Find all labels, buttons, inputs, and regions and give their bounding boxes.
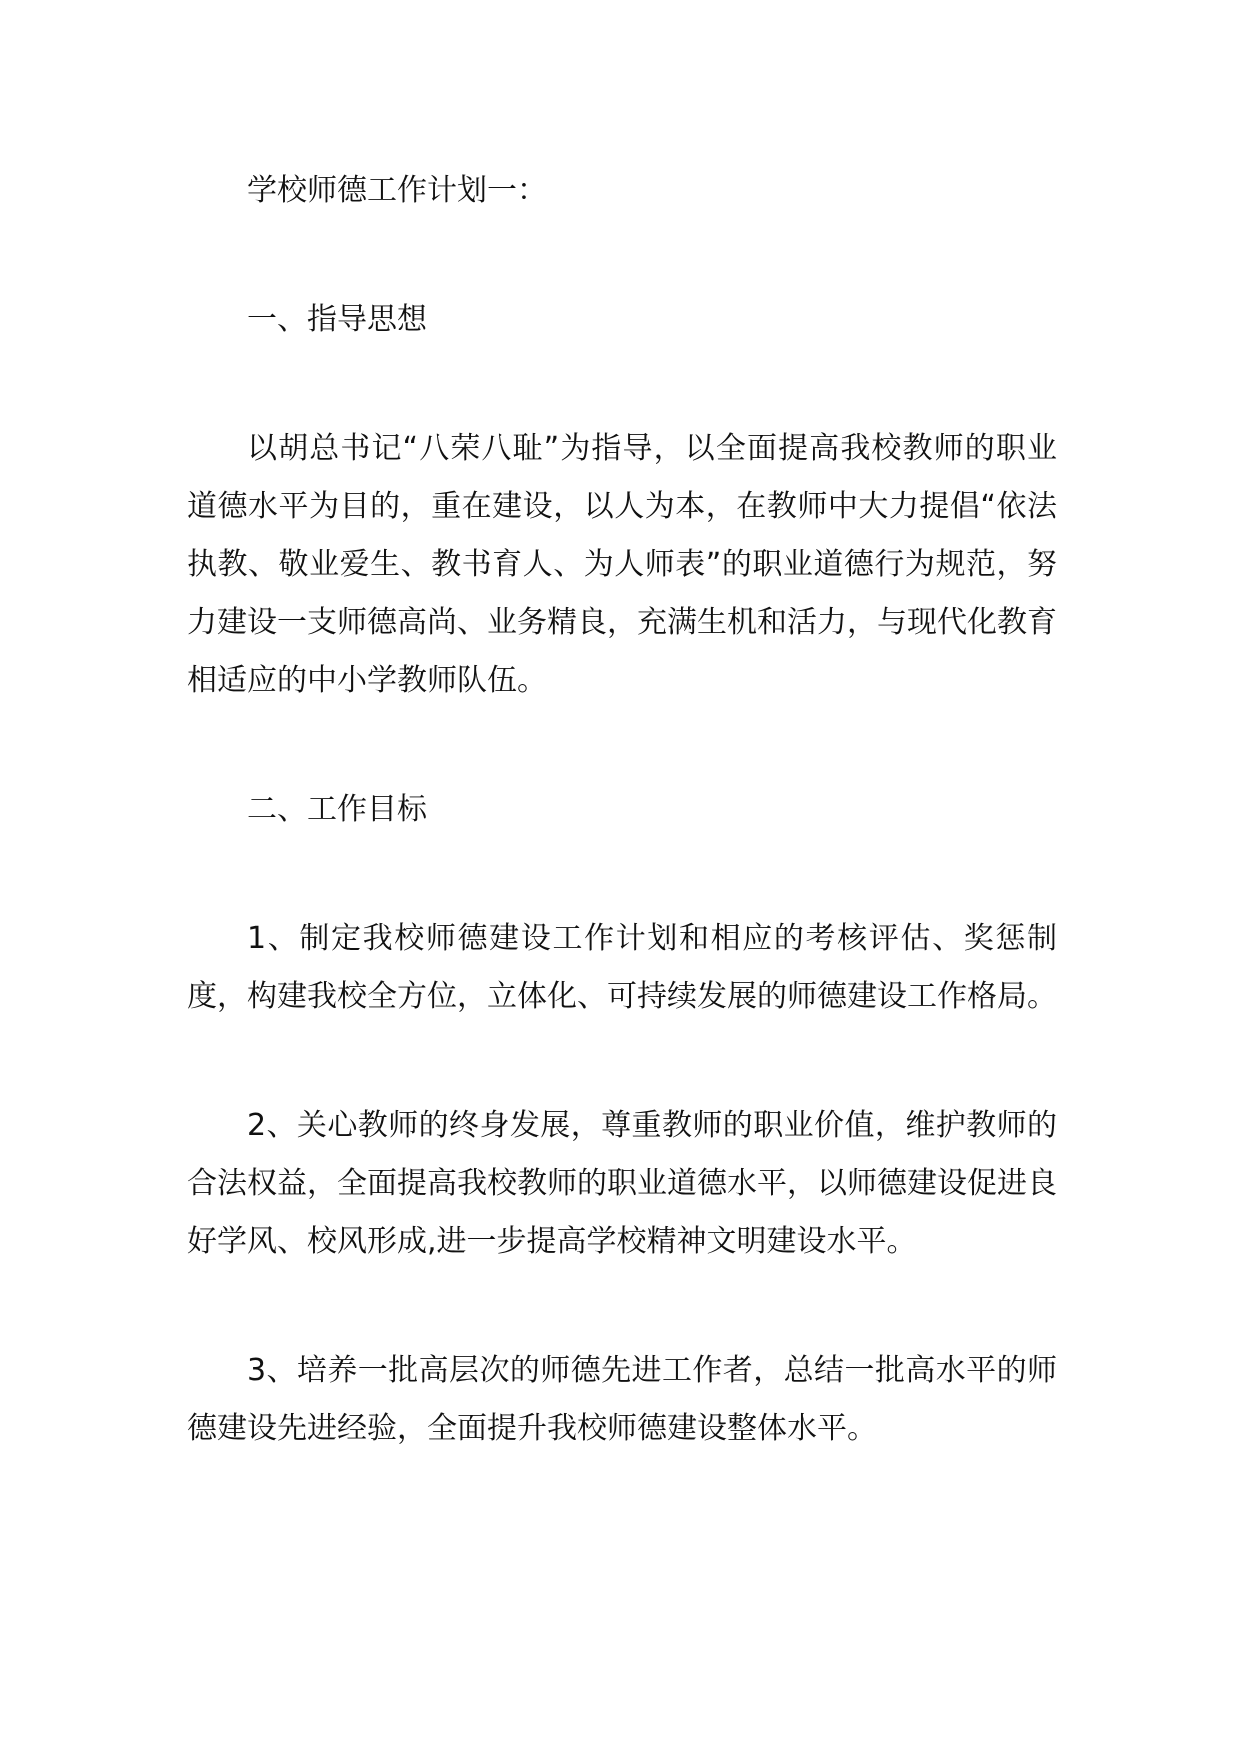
- work-goal-item-3: 3、培养一批高层次的师德先进工作者，总结一批高水平的师德建设先进经验，全面提升我校师德建设整体水平。: [187, 1353, 1057, 1446]
- document-title: 学校师德工作计划一：: [247, 173, 547, 208]
- section-body-guiding-ideology: 以胡总书记“八荣八耻”为指导，以全面提高我校教师的职业道德水平为目的，重在建设，以人为本，在教师中大力提倡“依法执教、敬业爱生、教书育人、为人师表”的职业道德行为规范，努力建设一支师德高尚、业务精良，充满生机和活力，与现代化教育相适应的中小学教师队伍。: [187, 431, 1057, 698]
- document-body: [187, 162, 1057, 1458]
- work-goal-item-2: 2、关心教师的终身发展，尊重教师的职业价值，维护教师的合法权益，全面提高我校教师的职业道德水平，以师德建设促进良好学风、校风形成,进一步提高学校精神文明建设水平。: [187, 1108, 1057, 1259]
- section-heading-work-goals: 二、工作目标: [247, 792, 427, 827]
- work-goal-item-1: 1、制定我校师德建设工作计划和相应的考核评估、奖惩制度，构建我校全方位，立体化、可持续发展的师德建设工作格局。: [187, 921, 1057, 1014]
- section-heading-guiding-ideology: 一、指导思想: [247, 302, 427, 337]
